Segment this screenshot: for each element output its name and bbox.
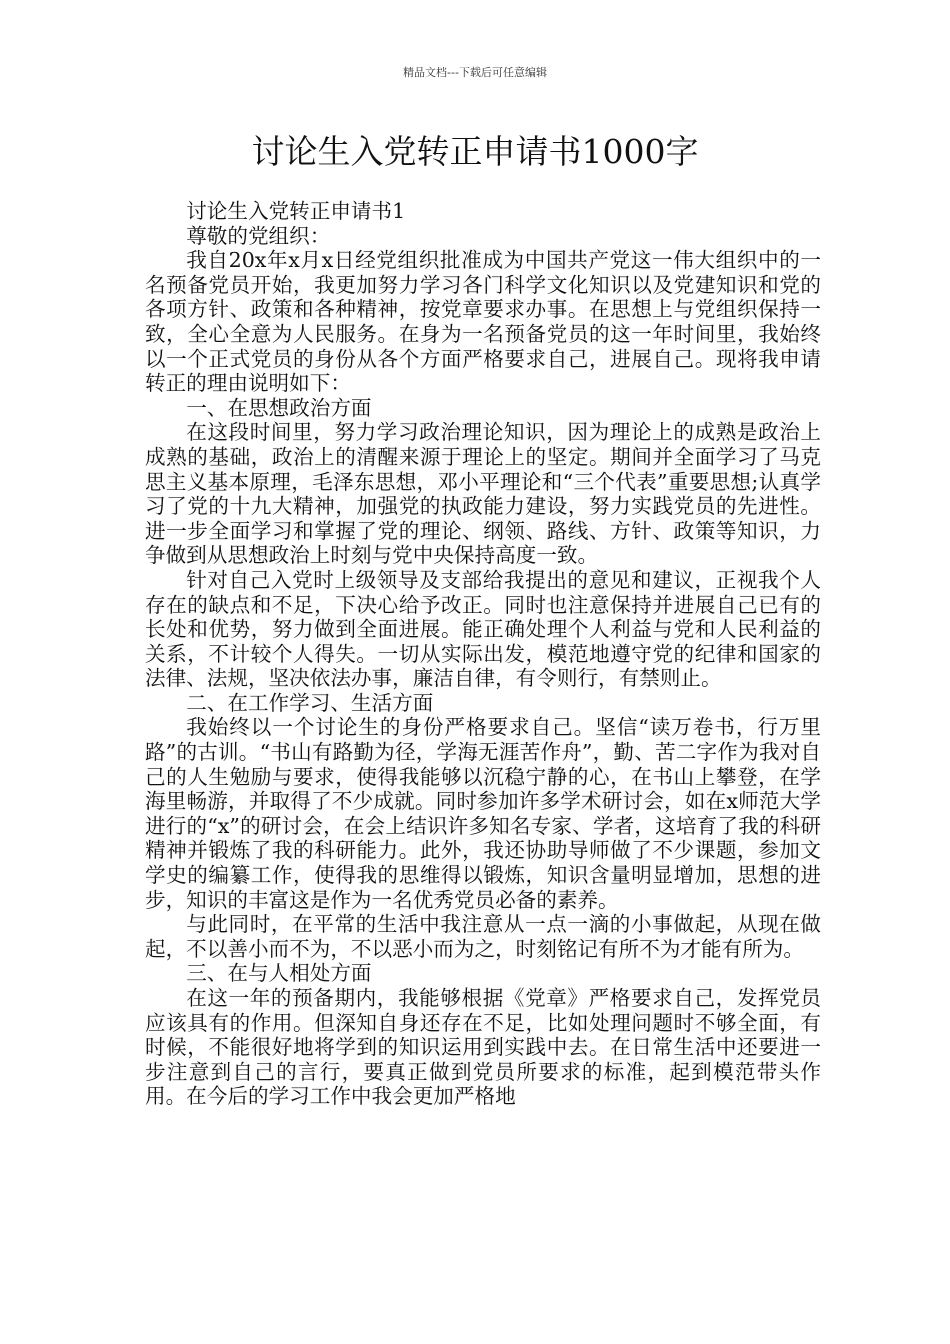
subtitle: 讨论生入党转正申请书1 [186,199,406,223]
document-title: 讨论生入党转正申请书1000字 [251,132,699,171]
salutation: 尊敬的党组织： [186,223,331,248]
header-note: 精品文档---下载后可任意编辑 [403,66,547,79]
paragraph-work-1: 我始终以一个讨论生的身份严格要求自己。坚信“读万卷书，行万里路”的古训。“书山有路勤为径，学海无涯苦作舟”，勤、苦二字作为我对自己的人生勉励与要求，使得我能够以沉稳宁静的心，在书山上攀登，在学海里畅游，并取得了不少成就。同时参加许多学术研讨会，如在x师范大学进行的“x”的研讨会，在会上结识许多知名专家、学者，这培育了我的科研精神并锻炼了我的科研能力。此外，我还协助导师做了不少课题，参加文学史的编纂工作，使得我的思维得以锻炼，知识含量明显增加，思想的进步，知识的丰富这是作为一名优秀党员必备的素养。 [145,715,821,912]
paragraph-political-2: 针对自己入党时上级领导及支部给我提出的意见和建议，正视我个人存在的缺点和不足，下决心给予改正。同时也注意保持并进展自己已有的长处和优势，努力做到全面进展。能正确处理个人利益与党和人民利益的关系，不计较个人得失。一切从实际出发，模范地遵守党的纪律和国家的法律、法规，坚决依法办事，廉洁自律，有令则行，有禁则止。 [145,567,821,691]
section-heading-relations: 三、在与人相处方面 [186,961,372,986]
paragraph-relations-1: 在这一年的预备期内，我能够根据《党章》严格要求自己，发挥党员应该具有的作用。但深知自身还存在不足，比如处理问题时不够全面，有时候，不能很好地将学到的知识运用到实践中去。在日常生活中还要进一步注意到自己的言行，要真正做到党员所要求的标准，起到模范带头作用。在今后的学习工作中我会更加严格地 [145,986,821,1109]
paragraph-work-2: 与此同时，在平常的生活中我注意从一点一滴的小事做起，从现在做起，不以善小而不为，不以恶小而为之，时刻铭记有所不为才能有所为。 [145,912,821,961]
document-body [145,199,821,1109]
section-heading-political: 一、在思想政治方面 [186,395,372,420]
paragraph-intro: 我自20x年x月x日经党组织批准成为中国共产党这一伟大组织中的一名预备党员开始，我更加努力学习各门科学文化知识以及党建知识和党的各项方针、政策和各种精神，按党章要求办事。在思想上与党组织保持一致，全心全意为人民服务。在身为一名预备党员的这一年时间里，我始终以一个正式党员的身份从各个方面严格要求自己，进展自己。现将我申请转正的理由说明如下： [145,248,821,396]
paragraph-political-1: 在这段时间里，努力学习政治理论知识，因为理论上的成熟是政治上成熟的基础，政治上的清醒来源于理论上的坚定。期间并全面学习了马克思主义基本原理，毛泽东思想，邓小平理论和“三个代表”重要思想;认真学习了党的十九大精神，加强党的执政能力建设，努力实践党员的先进性。进一步全面学习和掌握了党的理论、纲领、路线、方针、政策等知识，力争做到从思想政治上时刻与党中央保持高度一致。 [145,420,821,568]
section-heading-work: 二、在工作学习、生活方面 [186,690,434,715]
